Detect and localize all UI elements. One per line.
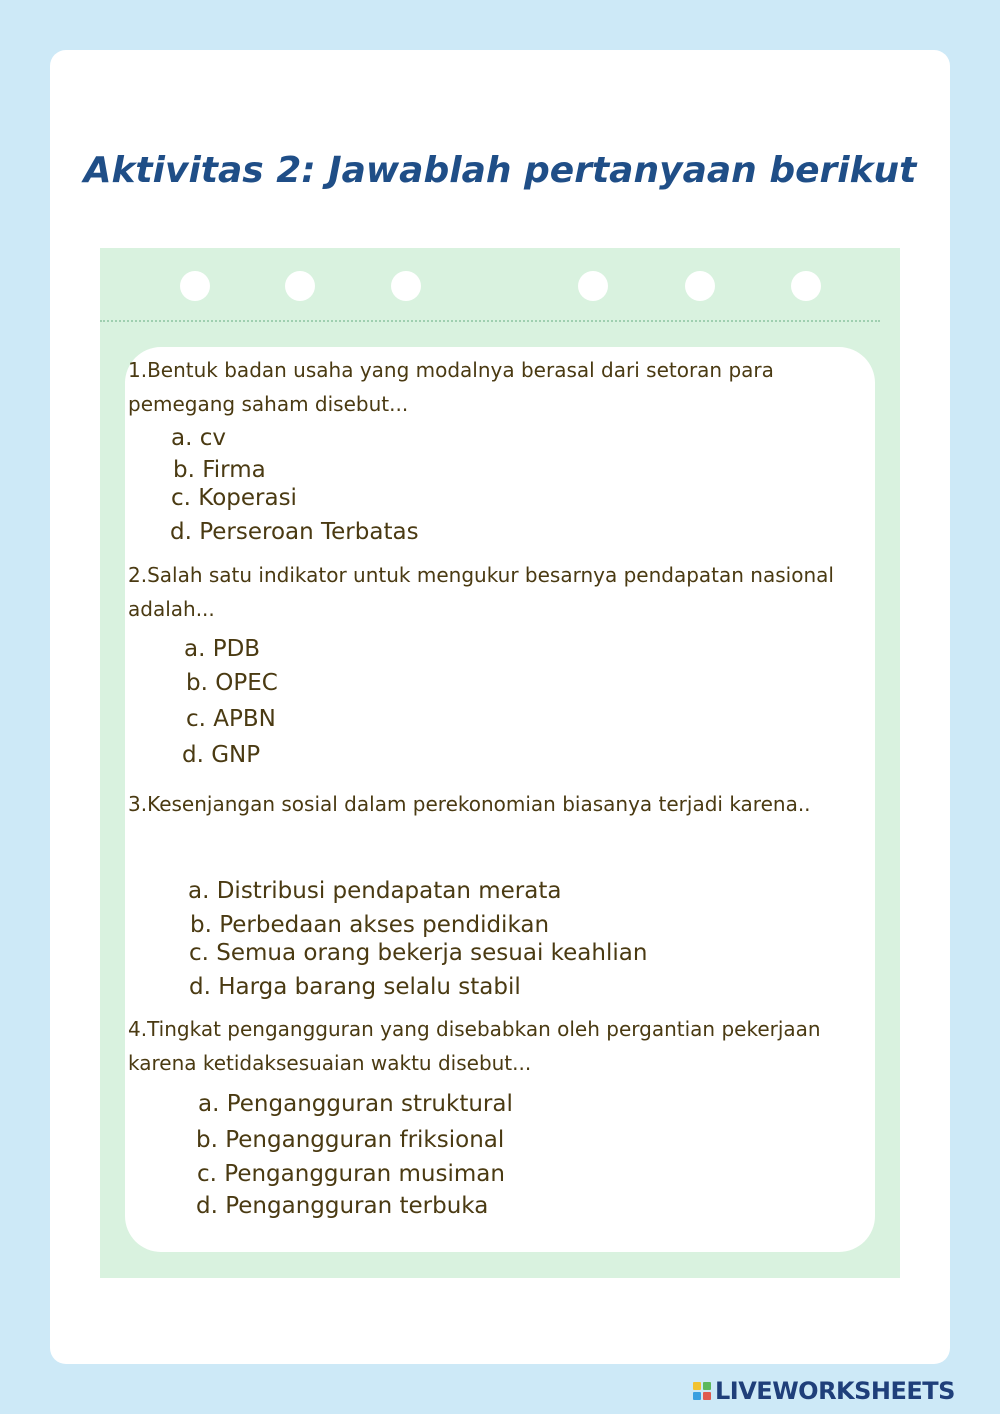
question-3-option-d[interactable]: d. Harga barang selalu stabil <box>189 974 521 1000</box>
question-2-option-c[interactable]: c. APBN <box>186 706 276 732</box>
question-4-option-a[interactable]: a. Pengangguran struktural <box>198 1091 513 1117</box>
question-1-option-a[interactable]: a. cv <box>171 425 226 451</box>
binder-hole <box>180 271 210 301</box>
question-3-option-c[interactable]: c. Semua orang bekerja sesuai keahlian <box>189 940 648 966</box>
binder-hole <box>685 271 715 301</box>
question-2-option-a[interactable]: a. PDB <box>184 636 261 662</box>
binder-hole <box>791 271 821 301</box>
question-1-option-b[interactable]: b. Firma <box>173 457 266 483</box>
brand-name: LIVEWORKSHEETS <box>715 1377 955 1405</box>
liveworksheets-logo-icon <box>693 1382 711 1400</box>
question-3-option-b[interactable]: b. Perbedaan akses pendidikan <box>190 912 550 938</box>
question-4-option-c[interactable]: c. Pengangguran musiman <box>197 1161 505 1187</box>
question-2-text: 2.Salah satu indikator untuk mengukur besarnya pendapatan nasional adalah... <box>128 563 834 621</box>
question-1-option-c[interactable]: c. Koperasi <box>171 485 297 511</box>
binder-hole <box>285 271 315 301</box>
question-3-option-a[interactable]: a. Distribusi pendapatan merata <box>188 878 562 904</box>
question-1-text: 1.Bentuk badan usaha yang modalnya berasal dari setoran para pemegang saham disebut... <box>128 358 774 416</box>
question-4-option-d[interactable]: d. Pengangguran terbuka <box>196 1193 489 1219</box>
page-title: Aktivitas 2: Jawablah pertanyaan berikut <box>83 150 917 191</box>
question-2-option-b[interactable]: b. OPEC <box>186 670 278 696</box>
liveworksheets-brand[interactable] <box>693 1377 955 1405</box>
binder-hole <box>578 271 608 301</box>
question-4-option-b[interactable]: b. Pengangguran friksional <box>196 1127 505 1153</box>
question-4-text: 4.Tingkat pengangguran yang disebabkan oleh pergantian pekerjaan karena ketidaksesuaian waktu disebut... <box>128 1017 821 1075</box>
dotted-divider <box>100 320 880 322</box>
question-3-text: 3.Kesenjangan sosial dalam perekonomian biasanya terjadi karena.. <box>128 792 811 816</box>
question-2-option-d[interactable]: d. GNP <box>182 742 261 768</box>
binder-hole <box>391 271 421 301</box>
question-1-option-d[interactable]: d. Perseroan Terbatas <box>170 519 419 545</box>
